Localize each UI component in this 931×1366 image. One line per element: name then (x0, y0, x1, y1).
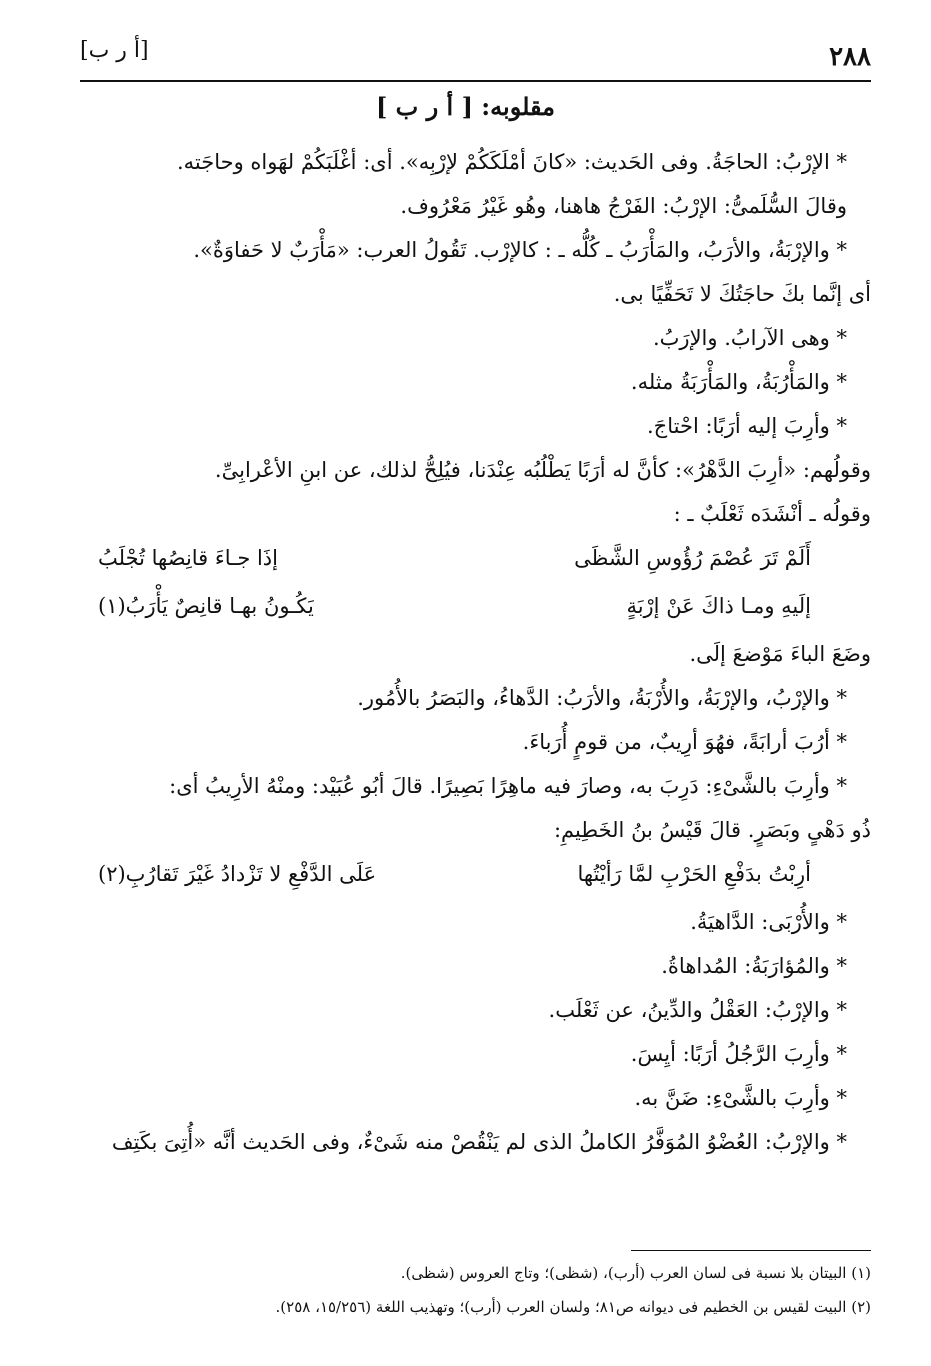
text-line: * والإرْبُ: العَقْلُ والدِّينُ، عن ثَعْلَب. (548, 998, 847, 1022)
text-line: * والإرْبَةُ، والأرَبُ، والمَأْرَبُ ـ كُلُّه ـ : كالإرْب. تَقُولُ العرب: «مَأْرَبٌ لا حَفاوَةٌ». (193, 238, 847, 262)
text-line: * وأرِبَ إليه أرَبًا: احْتاجَ. (647, 414, 847, 438)
entry-body (78, 140, 871, 1164)
text-line: * والمَأْرُبَةُ، والمَأْرَبَةُ مثله. (630, 370, 847, 394)
text-line: * وأرِبَ بالشَّىْءِ: دَرِبَ به، وصارَ فيه ماهِرًا بَصِيرًا. قالَ أبُو عُبَيْد: ومنْهُ الأرِيبُ أى: (169, 774, 847, 798)
running-head: [أ ر ب] (80, 38, 149, 63)
poem-verse (78, 852, 871, 900)
text-line: * وأرِبَ الرَّجُلُ أرَبًا: أيِسَ. (630, 1042, 847, 1066)
footnote-rule (631, 1250, 871, 1251)
footnote: (١) البيتان بلا نسبة فى لسان العرب (أرب)، (شظى)؛ وتاج العروس (شظى). (400, 1264, 871, 1282)
text-line: وقالَ السُّلَمىُّ: الإرْبُ: الفَرْجُ هاهنا، وهُو غَيْرُ مَعْرُوف. (400, 194, 847, 218)
text-line: وقولُهم: «أرِبَ الدَّهْرُ»: كأنَّ له أرَبًا يَطْلُبُه عِنْدَنا، فيُلِحُّ لذلك، عن ابنِ الأعْرابِىِّ. (214, 458, 871, 482)
verse-first-hemistich: أرِبْتُ بدَفْعِ الحَرْبِ لمَّا رَأيْتُها (577, 862, 811, 886)
text-line: وقولُه ـ أنْشَدَه ثَعْلَبٌ ـ : (673, 502, 871, 526)
verse-second-hemistich: عَلَى الدَّفْعِ لا تَزْدادُ غَيْرَ تَقارُبِ(٢) (98, 862, 377, 886)
text-line: * أرُبَ أرابَةً، فهُوَ أرِيبٌ، من قومٍ أُرَباءَ. (522, 730, 847, 754)
page-number: ٢٨٨ (829, 42, 871, 72)
poem-verse (78, 584, 871, 632)
text-line: * الإرْبُ: الحاجَةُ. وفى الحَديث: «كانَ أمْلَكَكُمْ لإرْبِه». أى: أغْلَبَكُمْ لهَواه وحاجَته. (176, 150, 847, 174)
footnote: (٢) البيت لقيس بن الخطيم فى ديوانه ص٨١؛ ولسان العرب (أرب)؛ وتهذيب اللغة (١٥/٢٥٦، ٢٥٨). (275, 1298, 871, 1316)
verse-first-hemistich: أَلَمْ تَرَ عُصْمَ رُؤُوسِ الشَّظَى (574, 546, 811, 570)
footnotes (78, 1256, 871, 1324)
text-line: * والأُرْبَى: الدَّاهيَةُ. (690, 910, 847, 934)
text-line: * وهى الآرابُ. والإرَبُ. (652, 326, 847, 350)
poem-verse (78, 536, 871, 584)
section-heading: مقلوبه: [ أ ر ب ] (375, 92, 556, 121)
verse-second-hemistich: إذَا جـاءَ قانِصُها تُجْلَبُ (98, 546, 278, 570)
text-line: * وأرِبَ بالشَّىْءِ: ضَنَّ به. (634, 1086, 847, 1110)
verse-second-hemistich: يَكُـونُ بهـا قانِصٌ يَأْرَبُ(١) (98, 594, 314, 618)
text-line: * والمُؤارَبَةُ: المُداهاةُ. (661, 954, 847, 978)
text-line: * والإرْبُ، والإرْبَةُ، والأُرْبَةُ، والأرَبُ: الدَّهاءُ، والبَصَرُ بالأُمُور. (357, 686, 847, 710)
header-rule (80, 80, 871, 82)
text-line: * والإرْبُ: العُضْوُ المُوَفَّرُ الكاملُ الذى لم يَنْقُصْ منه شَىْءٌ، وفى الحَديث أنَّه «أُتِىَ بكَتِف (111, 1130, 847, 1154)
text-line: وضَعَ الباءَ مَوْضعَ إلَى. (689, 642, 871, 666)
text-line: أى إنَّما بكَ حاجَتُكَ لا تَحَفِّيًا بى. (613, 282, 871, 306)
page-header (80, 30, 871, 78)
verse-first-hemistich: إلَيهِ ومـا ذاكَ عَنْ إرْبَةٍ (626, 594, 811, 618)
text-line: ذُو دَهْىٍ وبَصَرٍ. قالَ قَيْسُ بنُ الخَطِيمِ: (553, 818, 871, 842)
